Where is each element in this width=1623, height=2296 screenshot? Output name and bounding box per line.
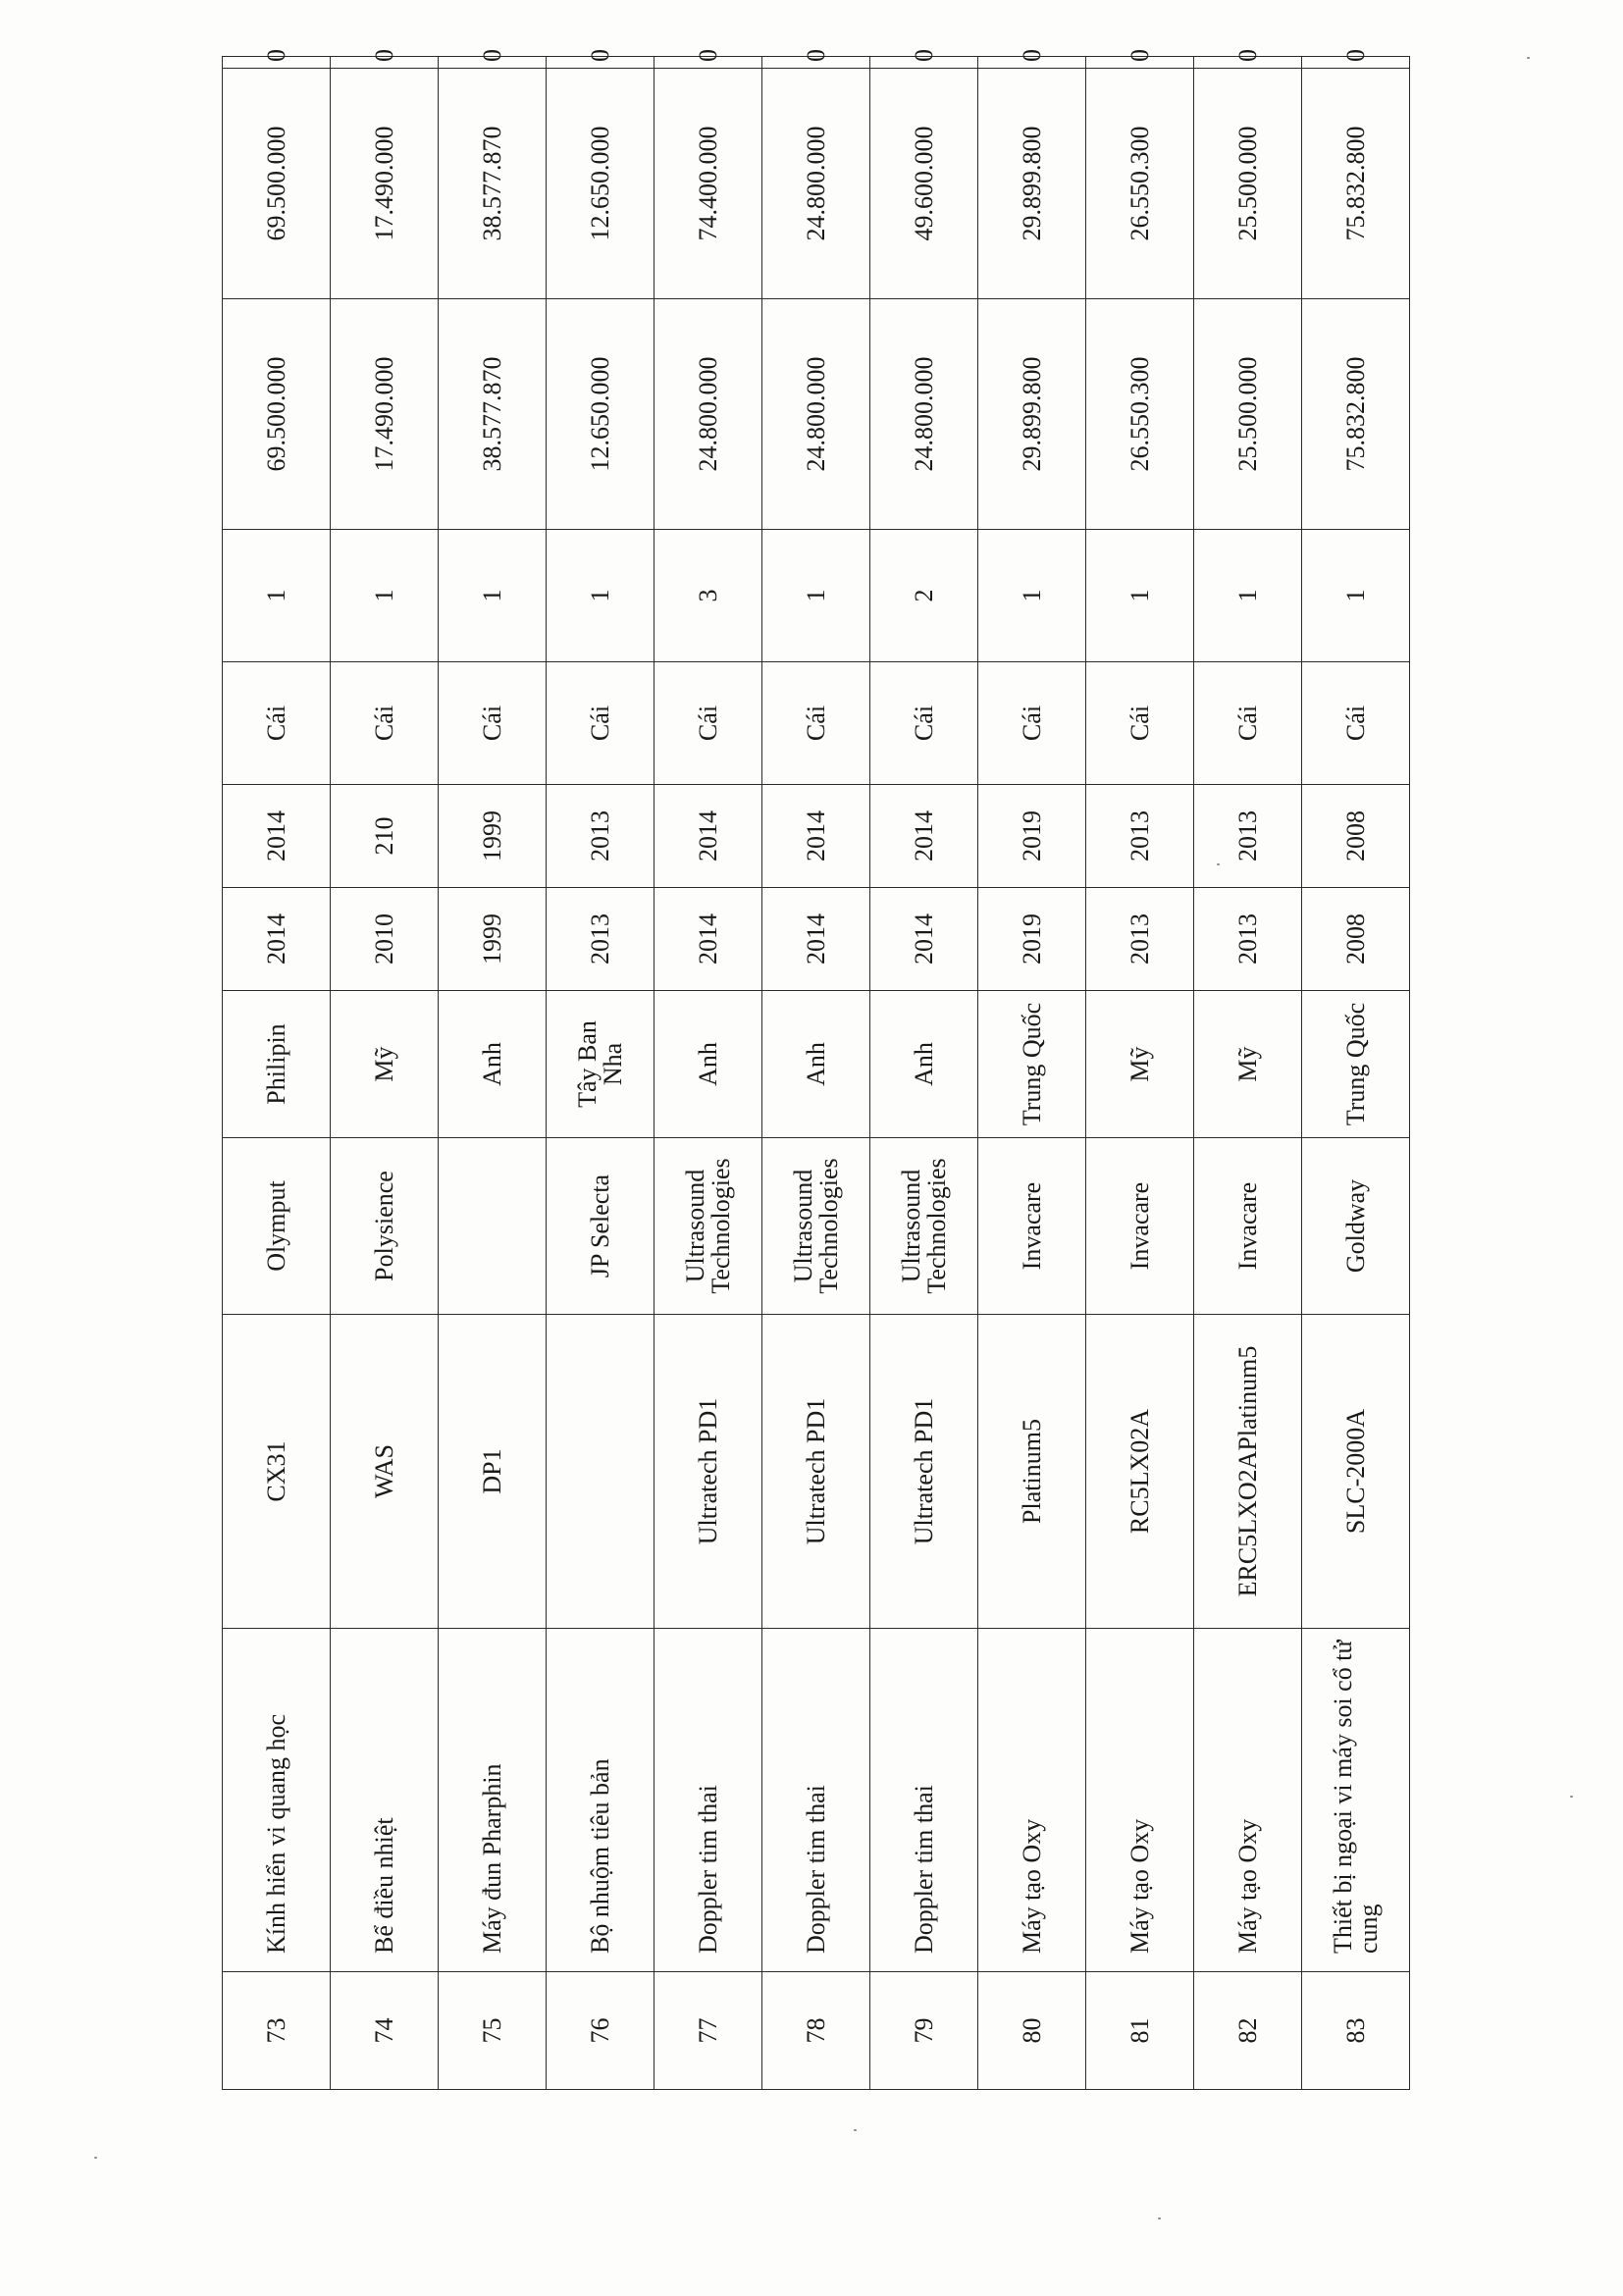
name-cell: Doppler tim thai <box>870 1629 978 1972</box>
model-cell: CX31 <box>223 1315 331 1629</box>
total-value-cell: 24.800.000 <box>762 69 870 299</box>
maker-cell: Polysience <box>331 1138 439 1315</box>
equipment-table <box>222 49 1410 2090</box>
remaining-value-cell: 0 <box>223 57 331 69</box>
unit-price-cell: 29.899.800 <box>978 299 1086 530</box>
stt-cell: 83 <box>1302 1972 1410 2090</box>
maker-cell: Ultrasound Technologies <box>870 1138 978 1315</box>
unit-cell: Cái <box>439 662 547 785</box>
scan-speck <box>1527 57 1530 59</box>
country-cell: Anh <box>654 991 762 1138</box>
table-row <box>1302 57 1410 2090</box>
maker-cell: Goldway <box>1302 1138 1410 1315</box>
unit-price-cell: 69.500.000 <box>223 299 331 530</box>
stt-cell: 78 <box>762 1972 870 2090</box>
model-cell: Platinum5 <box>978 1315 1086 1629</box>
country-cell: Mỹ <box>1086 991 1194 1138</box>
stt-cell: 76 <box>547 1972 654 2090</box>
quantity-cell: 1 <box>223 530 331 662</box>
stt-cell: 73 <box>223 1972 331 2090</box>
unit-price-cell: 17.490.000 <box>331 299 439 530</box>
total-value-cell: 75.832.800 <box>1302 69 1410 299</box>
quantity-cell: 1 <box>978 530 1086 662</box>
unit-cell: Cái <box>654 662 762 785</box>
remaining-value-cell: 0 <box>978 57 1086 69</box>
year-made-cell: 2019 <box>978 888 1086 991</box>
scan-speck <box>1217 863 1220 865</box>
year-made-cell: 2014 <box>762 888 870 991</box>
unit-price-cell: 26.550.300 <box>1086 299 1194 530</box>
stt-cell: 75 <box>439 1972 547 2090</box>
model-cell: ERC5LXO2APlatinum5 <box>1194 1315 1302 1629</box>
maker-cell: Olymput <box>223 1138 331 1315</box>
stt-cell: 81 <box>1086 1972 1194 2090</box>
year-made-cell: 2014 <box>654 888 762 991</box>
total-value-cell: 74.400.000 <box>654 69 762 299</box>
unit-cell: Cái <box>1194 662 1302 785</box>
name-cell: Kính hiển vi quang học <box>223 1629 331 1972</box>
scan-speck <box>854 2129 857 2131</box>
model-cell: RC5LX02A <box>1086 1315 1194 1629</box>
country-cell: Tây Ban Nha <box>547 991 654 1138</box>
model-cell: Ultratech PD1 <box>762 1315 870 1629</box>
stt-cell: 77 <box>654 1972 762 2090</box>
country-cell: Trung Quốc <box>1302 991 1410 1138</box>
unit-price-cell: 25.500.000 <box>1194 299 1302 530</box>
table-row <box>439 57 547 2090</box>
total-value-cell: 26.550.300 <box>1086 69 1194 299</box>
unit-cell: Cái <box>1302 662 1410 785</box>
model-cell: DP1 <box>439 1315 547 1629</box>
remaining-value-cell: 0 <box>331 57 439 69</box>
stt-cell: 80 <box>978 1972 1086 2090</box>
table-row <box>1086 57 1194 2090</box>
total-value-cell: 17.490.000 <box>331 69 439 299</box>
table-row <box>654 57 762 2090</box>
year-made-cell: 2008 <box>1302 888 1410 991</box>
unit-cell: Cái <box>547 662 654 785</box>
remaining-value-cell: 0 <box>547 57 654 69</box>
unit-price-cell: 24.800.000 <box>762 299 870 530</box>
year-use-cell: 2013 <box>547 785 654 888</box>
table-row <box>223 57 331 2090</box>
year-use-cell: 2014 <box>654 785 762 888</box>
year-use-cell: 2014 <box>223 785 331 888</box>
year-use-cell: 2008 <box>1302 785 1410 888</box>
name-cell: Máy tạo Oxy <box>1194 1629 1302 1972</box>
quantity-cell: 1 <box>762 530 870 662</box>
year-made-cell: 2014 <box>223 888 331 991</box>
quantity-cell: 1 <box>439 530 547 662</box>
country-cell: Mỹ <box>1194 991 1302 1138</box>
maker-cell: Ultrasound Technologies <box>762 1138 870 1315</box>
country-cell: Philipin <box>223 991 331 1138</box>
maker-cell: Invacare <box>978 1138 1086 1315</box>
unit-price-cell: 38.577.870 <box>439 299 547 530</box>
equipment-table-rotated <box>222 49 1409 2090</box>
scan-speck <box>94 2157 97 2159</box>
quantity-cell: 3 <box>654 530 762 662</box>
year-use-cell: 1999 <box>439 785 547 888</box>
name-cell: Máy tạo Oxy <box>1086 1629 1194 1972</box>
country-cell: Anh <box>762 991 870 1138</box>
remaining-value-cell: 0 <box>439 57 547 69</box>
maker-cell: Invacare <box>1194 1138 1302 1315</box>
total-value-cell: 29.899.800 <box>978 69 1086 299</box>
total-value-cell: 25.500.000 <box>1194 69 1302 299</box>
name-cell: Doppler tim thai <box>762 1629 870 1972</box>
unit-cell: Cái <box>762 662 870 785</box>
quantity-cell: 2 <box>870 530 978 662</box>
quantity-cell: 1 <box>1086 530 1194 662</box>
maker-cell: JP Selecta <box>547 1138 654 1315</box>
year-made-cell: 2013 <box>547 888 654 991</box>
year-use-cell: 2013 <box>1194 785 1302 888</box>
remaining-value-cell: 0 <box>870 57 978 69</box>
maker-cell: Invacare <box>1086 1138 1194 1315</box>
country-cell: Trung Quốc <box>978 991 1086 1138</box>
year-made-cell: 2013 <box>1086 888 1194 991</box>
remaining-value-cell: 0 <box>654 57 762 69</box>
total-value-cell: 12.650.000 <box>547 69 654 299</box>
unit-price-cell: 24.800.000 <box>654 299 762 530</box>
total-value-cell: 49.600.000 <box>870 69 978 299</box>
country-cell: Anh <box>870 991 978 1138</box>
quantity-cell: 1 <box>1194 530 1302 662</box>
quantity-cell: 1 <box>331 530 439 662</box>
model-cell: SLC-2000A <box>1302 1315 1410 1629</box>
quantity-cell: 1 <box>1302 530 1410 662</box>
name-cell: Doppler tim thai <box>654 1629 762 1972</box>
maker-cell <box>439 1138 547 1315</box>
year-made-cell: 2010 <box>331 888 439 991</box>
name-cell: Bể điều nhiệt <box>331 1629 439 1972</box>
year-made-cell: 2013 <box>1194 888 1302 991</box>
remaining-value-cell: 0 <box>1194 57 1302 69</box>
stt-cell: 74 <box>331 1972 439 2090</box>
table-body <box>223 49 1410 2090</box>
table-row <box>547 57 654 2090</box>
maker-cell: Ultrasound Technologies <box>654 1138 762 1315</box>
table-row <box>870 57 978 2090</box>
remaining-value-cell: 0 <box>762 57 870 69</box>
year-made-cell: 1999 <box>439 888 547 991</box>
year-use-cell: 210 <box>331 785 439 888</box>
model-cell: Ultratech PD1 <box>654 1315 762 1629</box>
country-cell: Mỹ <box>331 991 439 1138</box>
year-use-cell: 2019 <box>978 785 1086 888</box>
country-cell: Anh <box>439 991 547 1138</box>
unit-price-cell: 24.800.000 <box>870 299 978 530</box>
model-cell: Ultratech PD1 <box>870 1315 978 1629</box>
table-row <box>1194 57 1302 2090</box>
name-cell: Thiết bị ngoại vi máy soi cổ tử cung <box>1302 1629 1410 1972</box>
unit-cell: Cái <box>870 662 978 785</box>
quantity-cell: 1 <box>547 530 654 662</box>
year-use-cell: 2013 <box>1086 785 1194 888</box>
year-made-cell: 2014 <box>870 888 978 991</box>
unit-price-cell: 12.650.000 <box>547 299 654 530</box>
table-row <box>978 57 1086 2090</box>
scan-speck <box>1158 2218 1161 2219</box>
name-cell: Máy đun Pharphin <box>439 1629 547 1972</box>
name-cell: Máy tạo Oxy <box>978 1629 1086 1972</box>
table-row <box>762 57 870 2090</box>
unit-price-cell: 75.832.800 <box>1302 299 1410 530</box>
remaining-value-cell: 0 <box>1086 57 1194 69</box>
stt-cell: 79 <box>870 1972 978 2090</box>
year-use-cell: 2014 <box>762 785 870 888</box>
model-cell <box>547 1315 654 1629</box>
total-value-cell: 69.500.000 <box>223 69 331 299</box>
year-use-cell: 2014 <box>870 785 978 888</box>
unit-cell: Cái <box>978 662 1086 785</box>
total-value-cell: 38.577.870 <box>439 69 547 299</box>
name-cell: Bộ nhuộm tiêu bản <box>547 1629 654 1972</box>
stt-cell: 82 <box>1194 1972 1302 2090</box>
remaining-value-cell: 0 <box>1302 57 1410 69</box>
scan-speck <box>1570 1796 1573 1798</box>
table-row <box>331 57 439 2090</box>
model-cell: WAS <box>331 1315 439 1629</box>
unit-cell: Cái <box>331 662 439 785</box>
unit-cell: Cái <box>1086 662 1194 785</box>
unit-cell: Cái <box>223 662 331 785</box>
